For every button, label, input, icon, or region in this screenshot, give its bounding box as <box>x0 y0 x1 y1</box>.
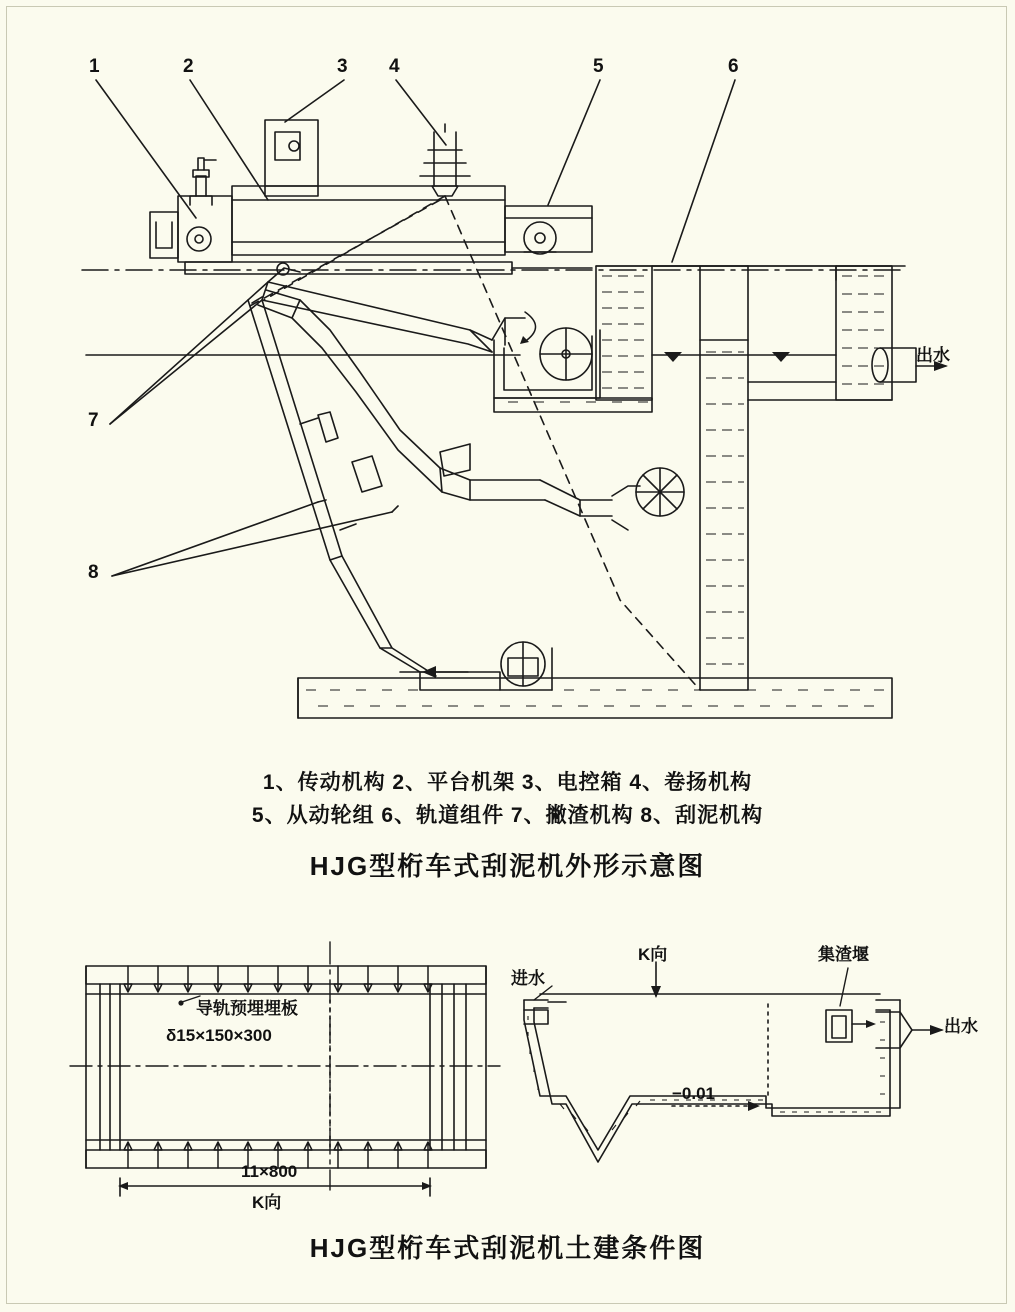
callout-1: 1 <box>89 56 100 77</box>
callout-5: 5 <box>593 56 604 77</box>
plan-view-mark: K向 <box>252 1193 282 1212</box>
rail-embed-note-line1: 导轨预埋埋板 <box>196 999 298 1018</box>
outlet-label-top: 出水 <box>916 346 950 365</box>
callout-3: 3 <box>337 56 348 77</box>
callout-8: 8 <box>88 562 99 583</box>
rail-embed-note-line2: δ15×150×300 <box>166 1026 272 1045</box>
callout-6: 6 <box>728 56 739 77</box>
plan-dimension: 11×800 <box>241 1162 298 1181</box>
scum-weir-label: 集渣堰 <box>818 945 869 964</box>
legend-line-2: 5、从动轮组 6、轨道组件 7、撇渣机构 8、刮泥机构 <box>251 804 764 827</box>
section-view-arrow-label: K向 <box>638 945 668 964</box>
slope-label: −0.01 <box>672 1084 716 1103</box>
callout-4: 4 <box>389 56 400 77</box>
inlet-label: 进水 <box>511 969 545 988</box>
figure-bottom-title: HJG型桁车式刮泥机土建条件图 <box>309 1233 706 1263</box>
outlet-label-section: 出水 <box>944 1017 978 1036</box>
figure-top-title: HJG型桁车式刮泥机外形示意图 <box>309 851 706 881</box>
legend-line-1: 1、传动机构 2、平台机架 3、电控箱 4、卷扬机构 <box>262 771 753 794</box>
callout-2: 2 <box>183 56 194 77</box>
callout-7: 7 <box>88 410 99 431</box>
